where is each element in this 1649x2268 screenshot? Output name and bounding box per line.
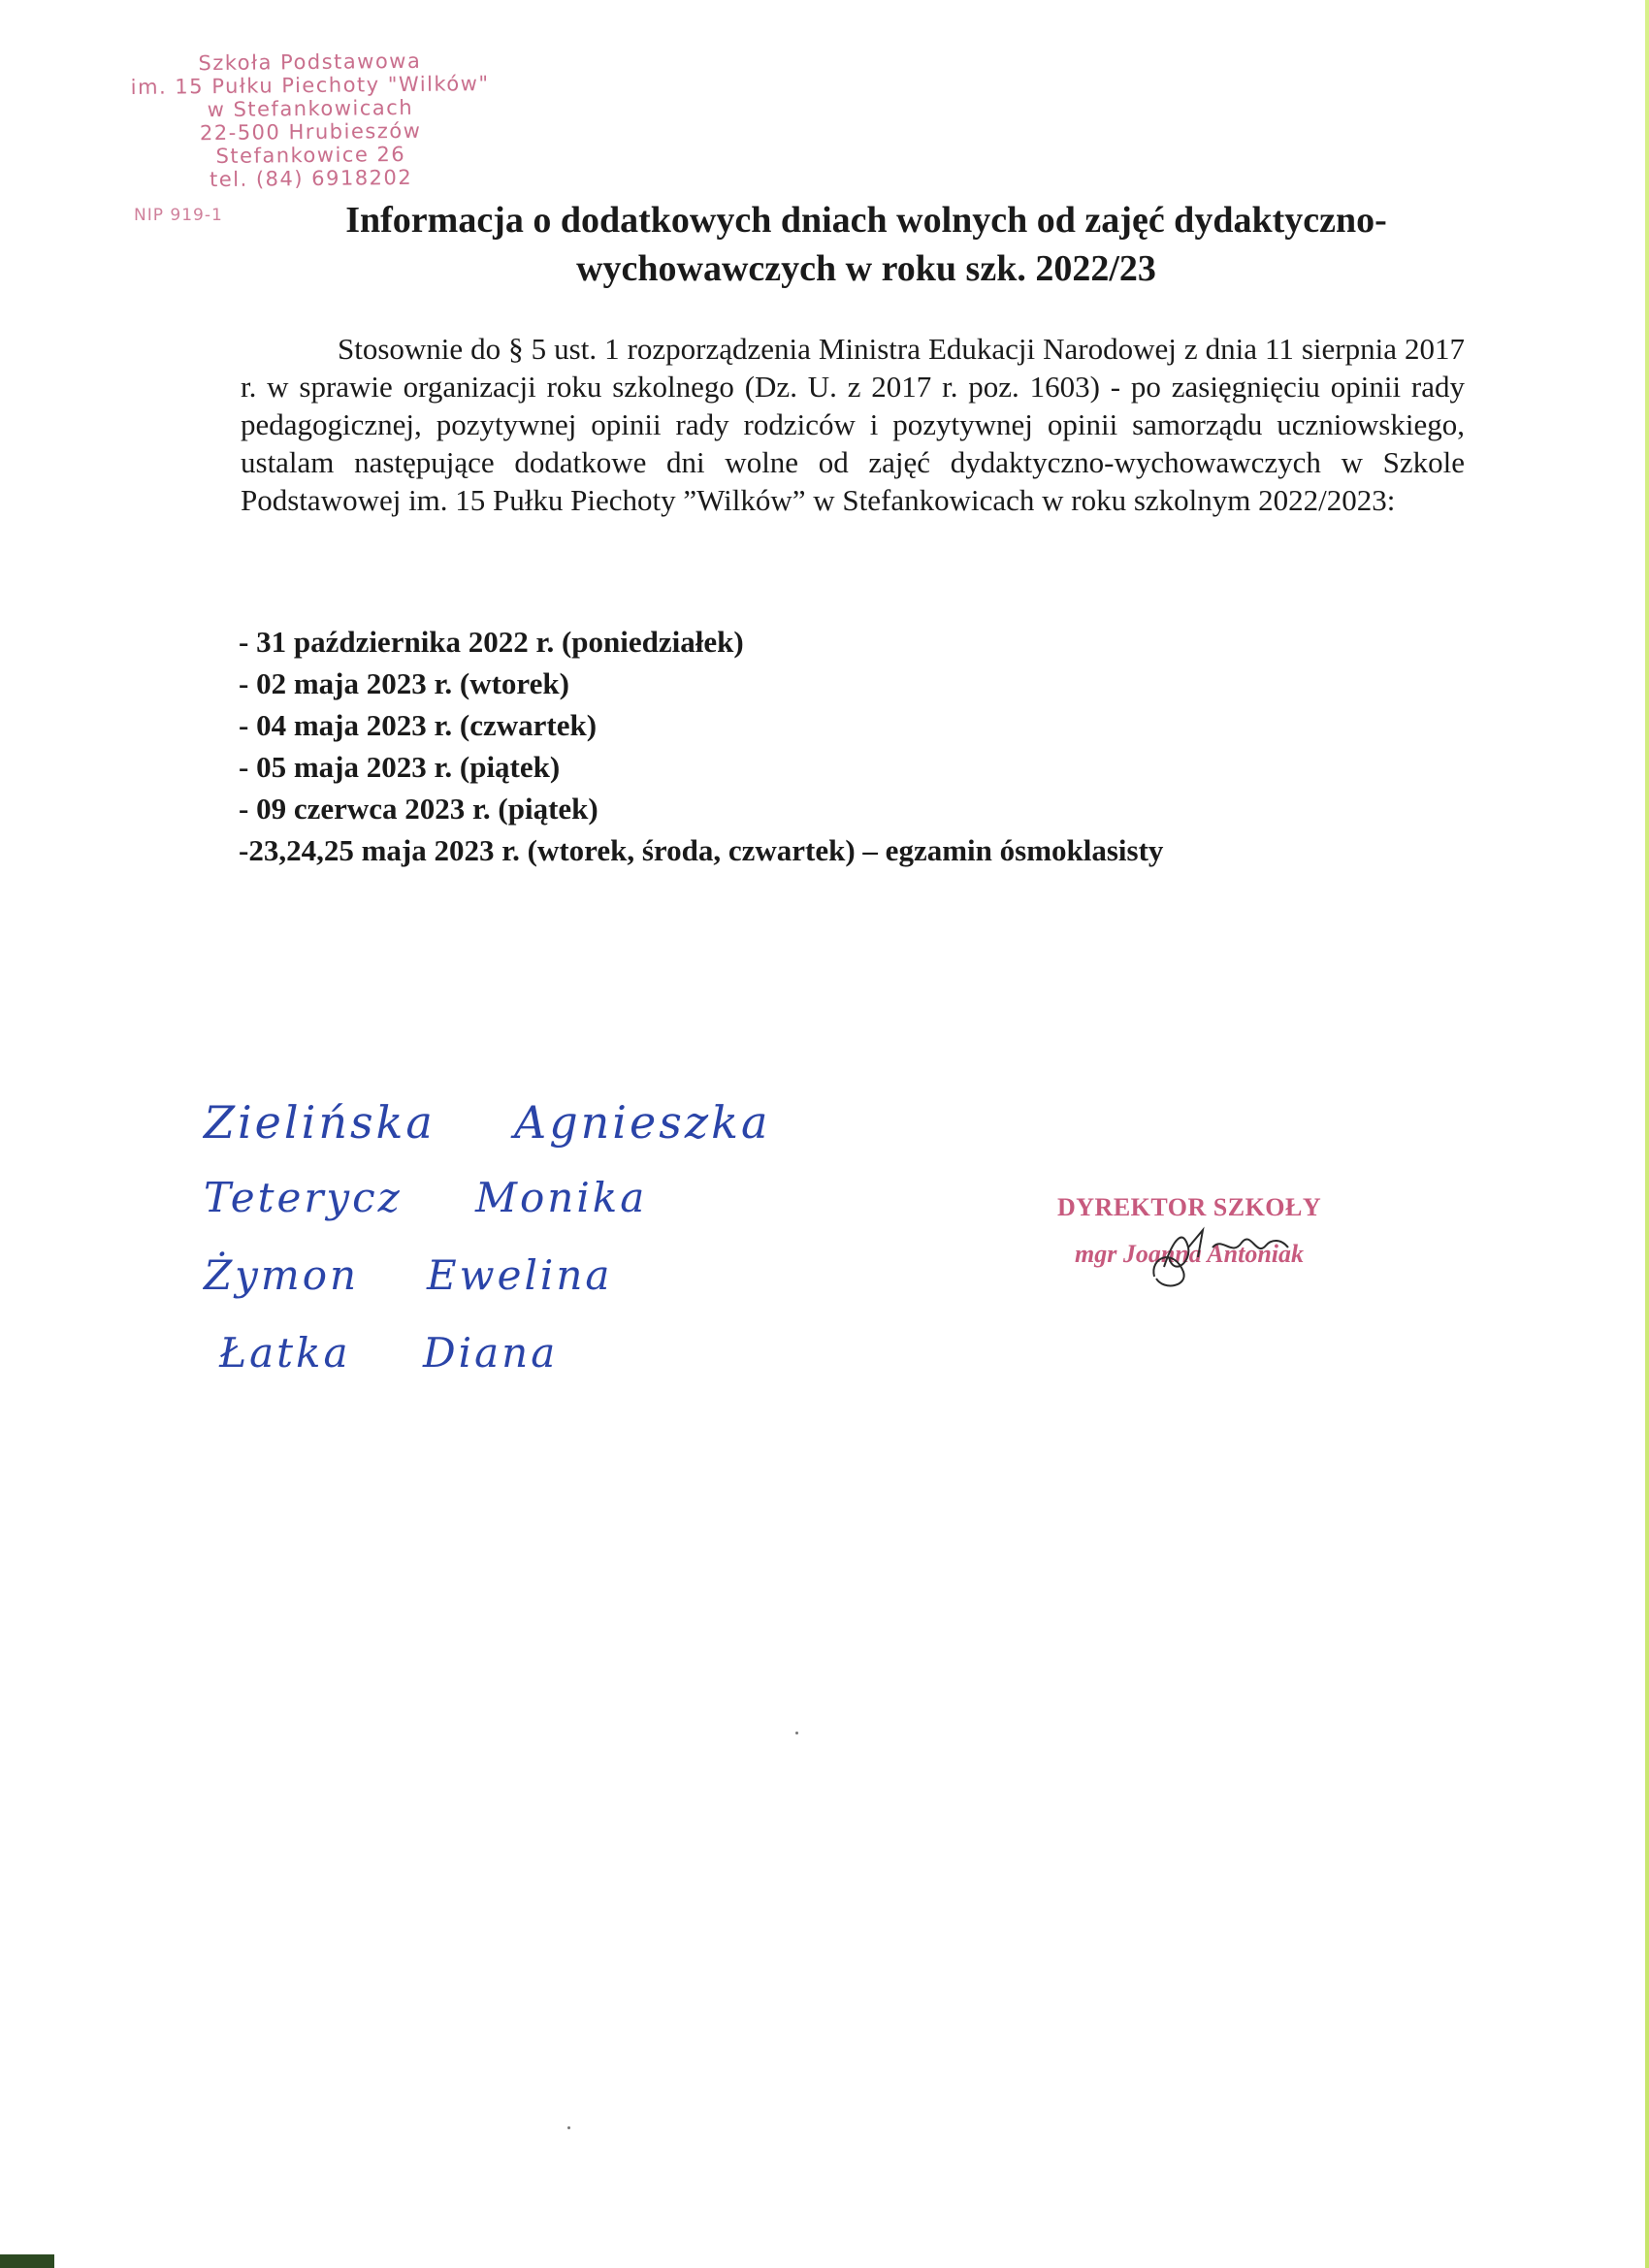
director-name: mgr Joanna Antoniak [1075,1240,1305,1268]
director-title: DYREKTOR SZKOŁY [1057,1193,1322,1221]
stamp-line: tel. (84) 6918202 [209,165,413,192]
scan-speck [567,2126,570,2129]
title-line-1: Informacja o dodatkowych dniach wolnych od zajęć dydaktyczno- [345,200,1387,241]
stamp-line: 22-500 Hrubieszów [199,118,422,146]
stamp-nip: NIP 919-1 [134,206,223,225]
signature-first-name: Monika [475,1174,648,1221]
stamp-line: Szkoła Podstawowa [198,49,422,76]
signature [204,1174,648,1221]
free-days-list [239,621,1500,871]
list-item: - 02 maja 2023 r. (wtorek) [239,666,569,700]
scan-speck [795,1732,798,1734]
signature-surname: Zielińska [204,1096,436,1149]
scan-edge-right [1645,0,1649,2268]
list-item: - 05 maja 2023 r. (piątek) [239,750,561,784]
director-signature-icon [1145,1218,1310,1296]
director-stamp [1057,1193,1387,1269]
list-item: - 09 czerwca 2023 r. (piątek) [239,792,598,826]
signature [204,1251,613,1299]
handwritten-signatures [204,1096,771,1407]
signature [219,1329,559,1377]
signature-first-name: Diana [423,1329,559,1377]
signature-surname: Teterycz [204,1174,403,1221]
signature [204,1096,771,1149]
school-stamp [125,49,495,192]
stamp-line: im. 15 Pułku Piechoty "Wilków" [130,72,490,99]
list-item: -23,24,25 maja 2023 r. (wtorek, środa, czwartek) – egzamin ósmoklasisty [239,833,1164,867]
scan-edge-mark [0,2254,54,2268]
signature-first-name: Ewelina [427,1251,613,1299]
title-line-2: wychowawczych w roku szk. 2022/23 [576,248,1156,289]
signature-first-name: Agnieszka [514,1096,771,1149]
signature-surname: Łatka [219,1329,351,1377]
signature-surname: Żymon [204,1251,360,1299]
document-title [242,196,1490,293]
stamp-line: Stefankowice 26 [215,142,406,169]
body-paragraph: Stosownie do § 5 ust. 1 rozporządzenia Ministra Edukacji Narodowej z dnia 11 sierpnia 2017 r. w sprawie organizacji roku szkolnego (Dz. U. z 2017 r. poz. 1603) - po zasięgnięciu opinii rady pedagogicznej, pozytywnej opinii rady rodziców i pozytywnej opinii samorządu uczniowskiego, ustalam następujące dodatkowe dni wolne od zajęć dydaktyczno-wychowawczych w Szkole Podstawowej im. 15 Pułku Piechoty ”Wilków” w Stefankowicach w roku szkolnym 2022/2023: [241,332,1465,517]
stamp-line: w Stefankowicach [207,95,414,122]
list-item: - 04 maja 2023 r. (czwartek) [239,708,598,742]
list-item: - 31 października 2022 r. (poniedziałek) [239,625,744,659]
